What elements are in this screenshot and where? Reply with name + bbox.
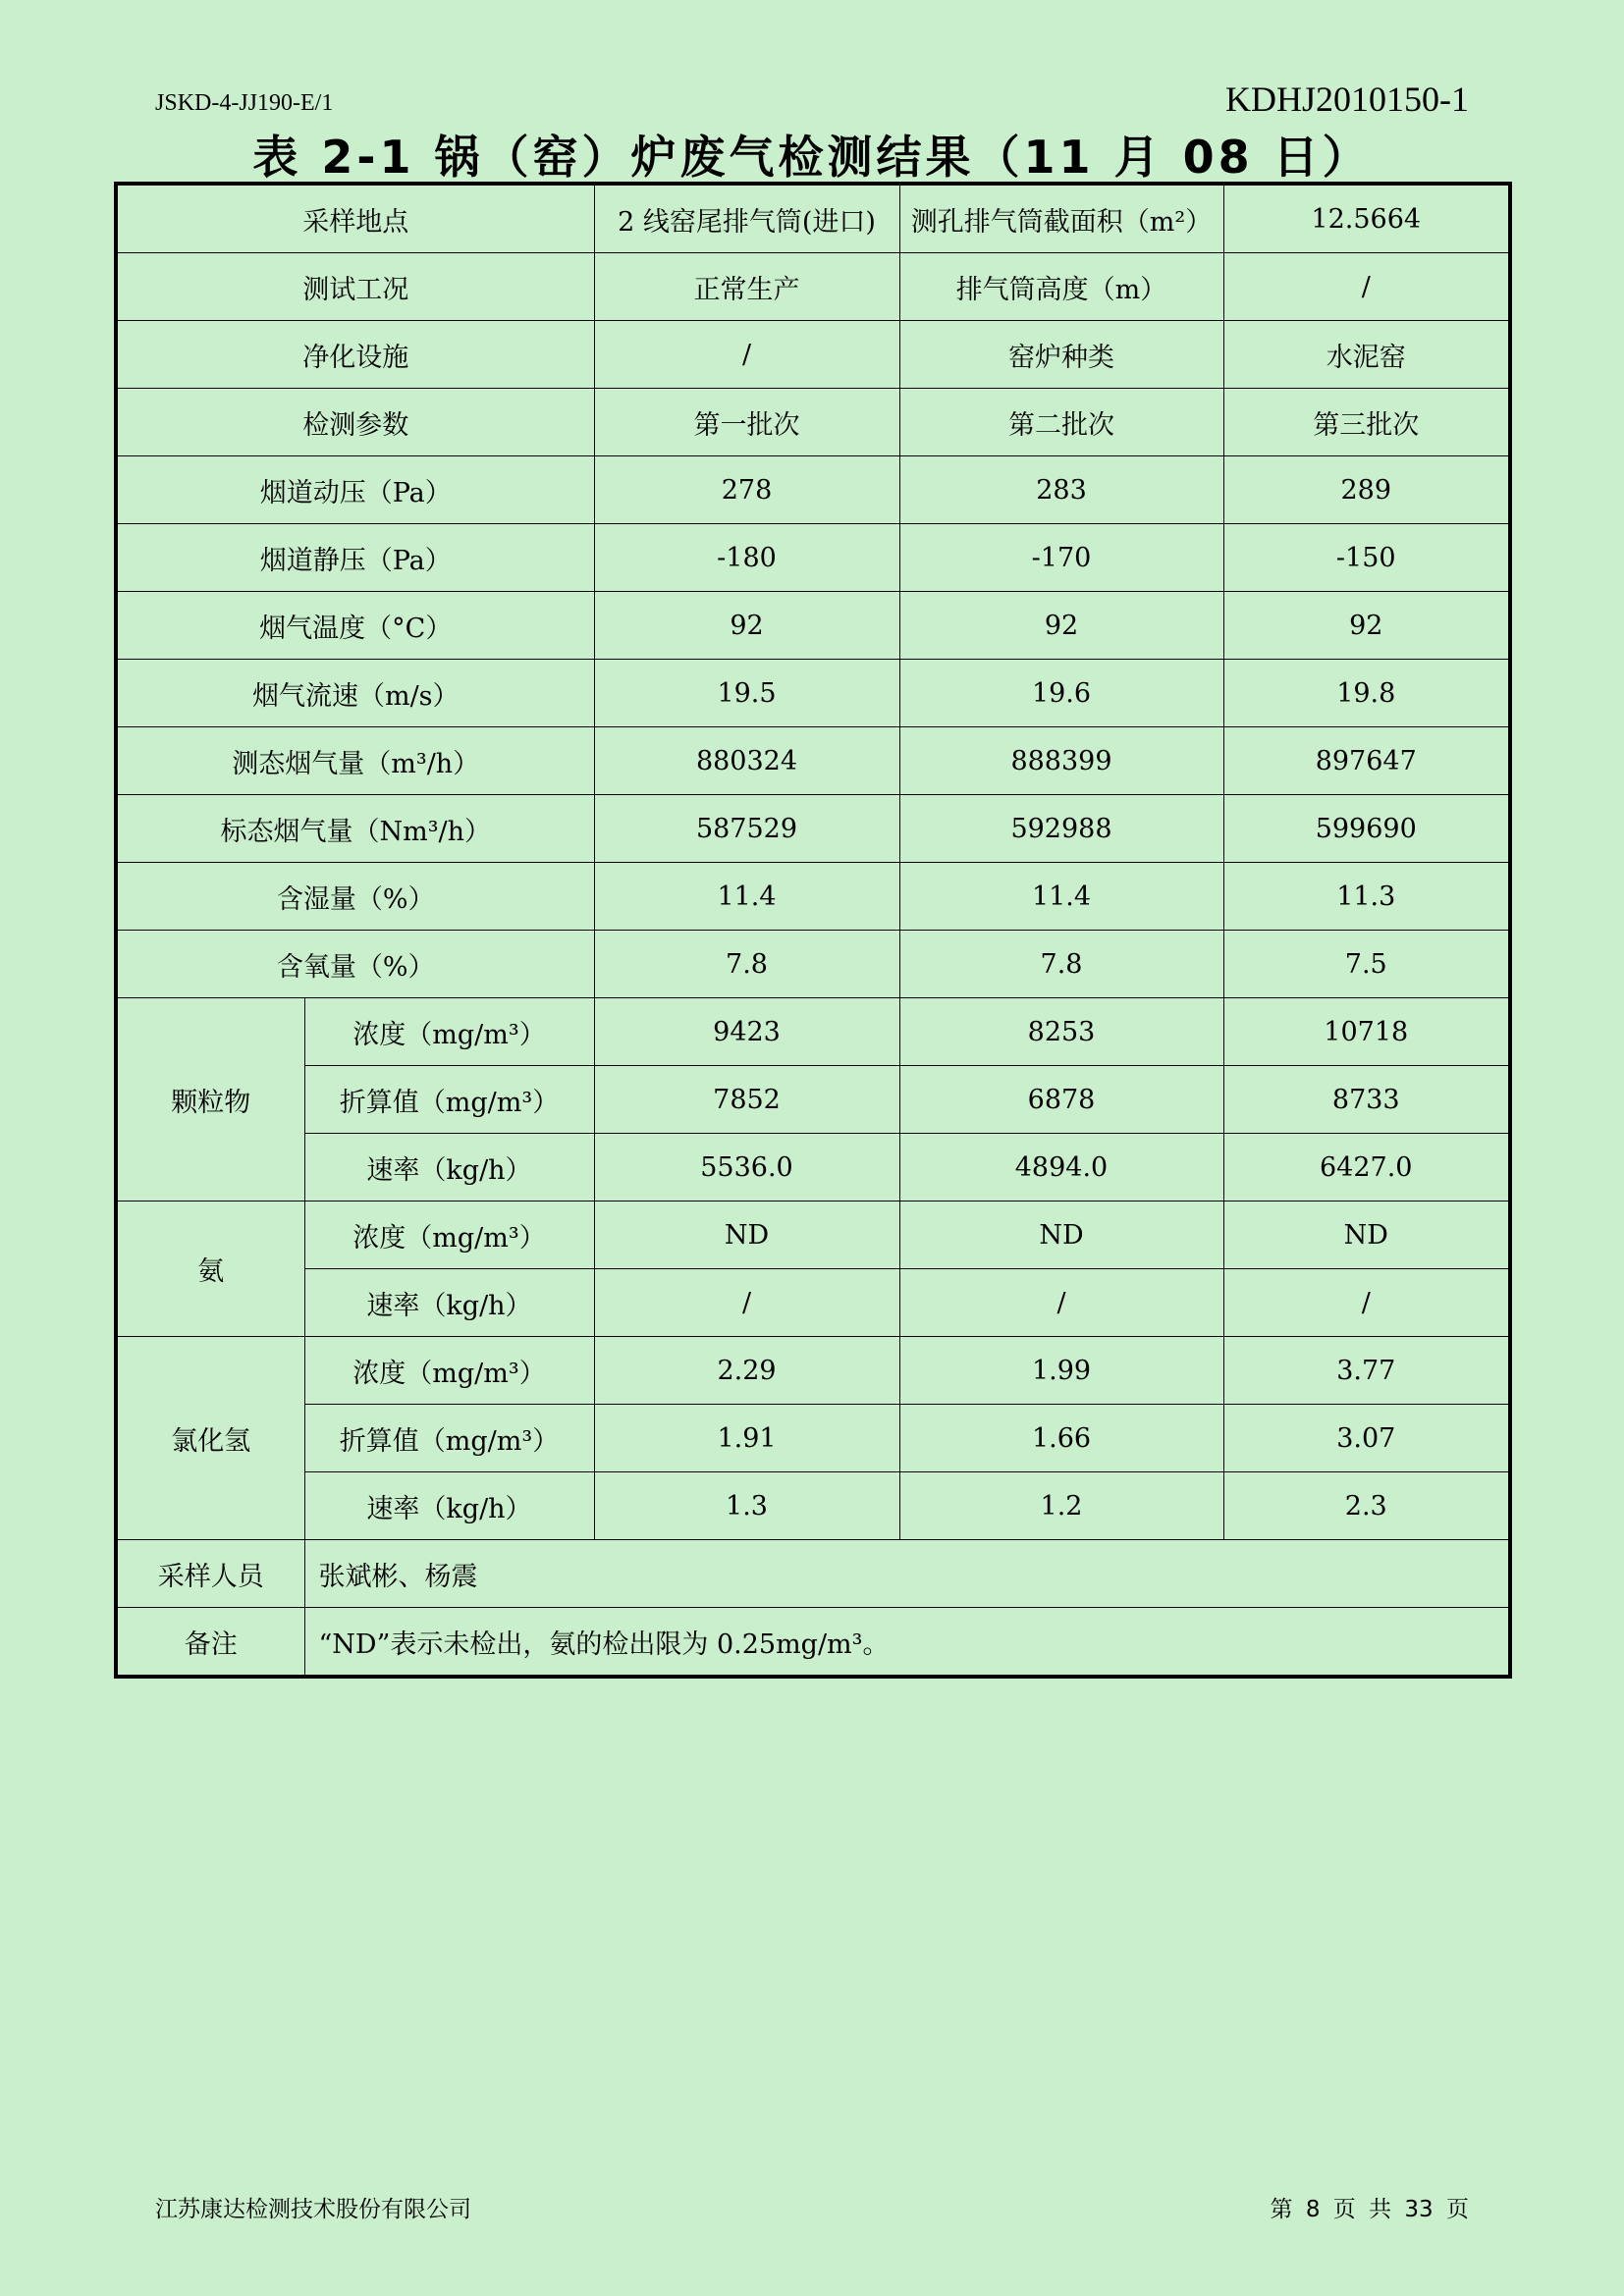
- batch3-value: /: [1223, 1269, 1510, 1337]
- purification-label: 净化设施: [116, 321, 594, 389]
- param-label: 速率（kg/h）: [304, 1269, 594, 1337]
- table-row: [116, 1608, 1510, 1678]
- param-label: 折算值（mg/m³）: [304, 1066, 594, 1134]
- param-label: 速率（kg/h）: [304, 1134, 594, 1201]
- batch2-value: 1.2: [899, 1472, 1223, 1540]
- batch2-value: 7.8: [899, 931, 1223, 998]
- particulate-group-label: 颗粒物: [116, 998, 304, 1201]
- sampling-site-value: 2 线窑尾排气筒(进口): [594, 184, 899, 253]
- batch2-value: /: [899, 1269, 1223, 1337]
- batch3-value: 289: [1223, 456, 1510, 524]
- batch2-value: 283: [899, 456, 1223, 524]
- report-number: KDHJ2010150-1: [1225, 80, 1469, 119]
- table-row: [116, 253, 1510, 321]
- footer-company: 江苏康达检测技术股份有限公司: [155, 2197, 471, 2222]
- param-label: 含湿量（%）: [116, 863, 594, 931]
- table-row: [116, 321, 1510, 389]
- batch1-header: 第一批次: [594, 389, 899, 456]
- batch1-value: 7852: [594, 1066, 899, 1134]
- table-row: [116, 389, 1510, 456]
- table-row: [116, 1066, 1510, 1134]
- batch1-value: 880324: [594, 727, 899, 795]
- batch3-value: 897647: [1223, 727, 1510, 795]
- results-table: [114, 182, 1512, 1679]
- stack-height-label: 排气筒高度（m）: [899, 253, 1223, 321]
- batch3-value: 599690: [1223, 795, 1510, 863]
- batch1-value: 1.91: [594, 1405, 899, 1472]
- batch2-value: 4894.0: [899, 1134, 1223, 1201]
- batch1-value: 2.29: [594, 1337, 899, 1405]
- batch1-value: 278: [594, 456, 899, 524]
- batch3-value: -150: [1223, 524, 1510, 592]
- batch3-value: 3.77: [1223, 1337, 1510, 1405]
- table-row: [116, 1540, 1510, 1608]
- ammonia-group-label: 氨: [116, 1201, 304, 1337]
- batch1-value: 9423: [594, 998, 899, 1066]
- table-row: [116, 863, 1510, 931]
- sampler-label: 采样人员: [116, 1540, 304, 1608]
- table-row: [116, 592, 1510, 660]
- table-row: [116, 524, 1510, 592]
- table-row: [116, 998, 1510, 1066]
- batch1-value: /: [594, 1269, 899, 1337]
- table-row: [116, 660, 1510, 727]
- sampling-site-label: 采样地点: [116, 184, 594, 253]
- param-label: 烟气温度（°C）: [116, 592, 594, 660]
- condition-value: 正常生产: [594, 253, 899, 321]
- param-label: 烟道动压（Pa）: [116, 456, 594, 524]
- batch1-value: 92: [594, 592, 899, 660]
- table-row: [116, 184, 1510, 253]
- param-label: 标态烟气量（Nm³/h）: [116, 795, 594, 863]
- batch3-value: 6427.0: [1223, 1134, 1510, 1201]
- batch2-value: -170: [899, 524, 1223, 592]
- condition-label: 测试工况: [116, 253, 594, 321]
- batch2-header: 第二批次: [899, 389, 1223, 456]
- furnace-type-label: 窑炉种类: [899, 321, 1223, 389]
- batch3-value: ND: [1223, 1201, 1510, 1269]
- param-label: 测态烟气量（m³/h）: [116, 727, 594, 795]
- batch3-value: 92: [1223, 592, 1510, 660]
- batch2-value: 8253: [899, 998, 1223, 1066]
- batch1-value: -180: [594, 524, 899, 592]
- batch3-header: 第三批次: [1223, 389, 1510, 456]
- cross-section-value: 12.5664: [1223, 184, 1510, 253]
- batch3-value: 10718: [1223, 998, 1510, 1066]
- cross-section-label: 测孔排气筒截面积（m²）: [899, 184, 1223, 253]
- batch3-value: 19.8: [1223, 660, 1510, 727]
- footer-page-number: 第 8 页 共 33 页: [1270, 2197, 1469, 2222]
- table-row: [116, 727, 1510, 795]
- batch3-value: 11.3: [1223, 863, 1510, 931]
- batch2-value: 6878: [899, 1066, 1223, 1134]
- batch2-value: 1.66: [899, 1405, 1223, 1472]
- batch2-value: 92: [899, 592, 1223, 660]
- remark-value: “ND”表示未检出，氨的检出限为 0.25mg/m³。: [304, 1608, 1510, 1678]
- batch2-value: 19.6: [899, 660, 1223, 727]
- table-row: [116, 1201, 1510, 1269]
- batch2-value: 592988: [899, 795, 1223, 863]
- table-row: [116, 1472, 1510, 1540]
- batch2-value: 888399: [899, 727, 1223, 795]
- param-label: 浓度（mg/m³）: [304, 998, 594, 1066]
- batch2-value: 11.4: [899, 863, 1223, 931]
- param-label: 折算值（mg/m³）: [304, 1405, 594, 1472]
- batch1-value: ND: [594, 1201, 899, 1269]
- sampler-value: 张斌彬、杨震: [304, 1540, 1510, 1608]
- batch3-value: 3.07: [1223, 1405, 1510, 1472]
- param-label: 浓度（mg/m³）: [304, 1201, 594, 1269]
- table-row: [116, 795, 1510, 863]
- param-label: 烟气流速（m/s）: [116, 660, 594, 727]
- batch3-value: 2.3: [1223, 1472, 1510, 1540]
- batch2-value: 1.99: [899, 1337, 1223, 1405]
- batch1-value: 587529: [594, 795, 899, 863]
- document-code: JSKD-4-JJ190-E/1: [155, 90, 334, 116]
- batch1-value: 5536.0: [594, 1134, 899, 1201]
- param-label: 速率（kg/h）: [304, 1472, 594, 1540]
- param-header: 检测参数: [116, 389, 594, 456]
- batch2-value: ND: [899, 1201, 1223, 1269]
- batch1-value: 1.3: [594, 1472, 899, 1540]
- hcl-group-label: 氯化氢: [116, 1337, 304, 1540]
- batch3-value: 8733: [1223, 1066, 1510, 1134]
- param-label: 浓度（mg/m³）: [304, 1337, 594, 1405]
- batch1-value: 19.5: [594, 660, 899, 727]
- table-row: [116, 1269, 1510, 1337]
- table-row: [116, 931, 1510, 998]
- batch1-value: 7.8: [594, 931, 899, 998]
- table-row: [116, 1337, 1510, 1405]
- param-label: 烟道静压（Pa）: [116, 524, 594, 592]
- furnace-type-value: 水泥窑: [1223, 321, 1510, 389]
- stack-height-value: /: [1223, 253, 1510, 321]
- batch1-value: 11.4: [594, 863, 899, 931]
- table-title: 表 2-1 锅（窑）炉废气检测结果（11 月 08 日）: [252, 131, 1372, 184]
- batch3-value: 7.5: [1223, 931, 1510, 998]
- purification-value: /: [594, 321, 899, 389]
- table-row: [116, 1134, 1510, 1201]
- remark-label: 备注: [116, 1608, 304, 1678]
- table-row: [116, 1405, 1510, 1472]
- param-label: 含氧量（%）: [116, 931, 594, 998]
- table-row: [116, 456, 1510, 524]
